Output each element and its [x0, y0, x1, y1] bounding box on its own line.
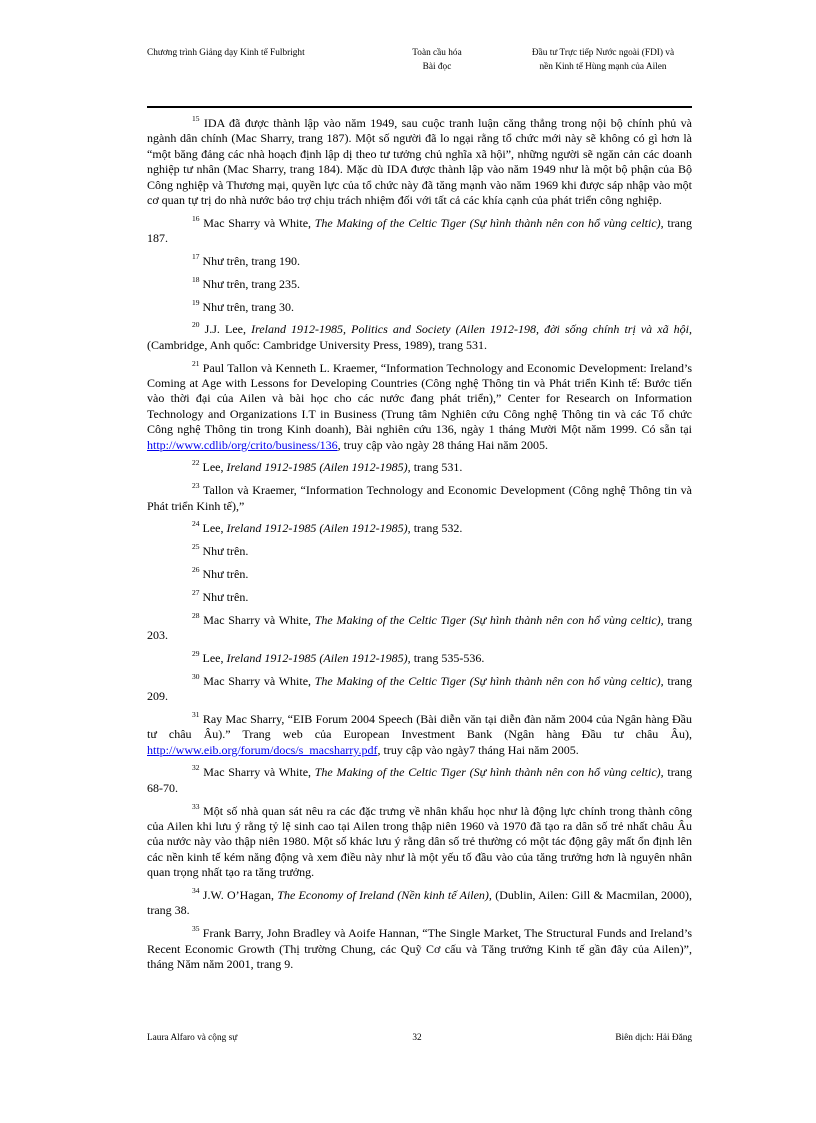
footnote-number: 17	[192, 252, 200, 262]
footnote-number: 20	[192, 320, 200, 330]
footnote	[147, 671, 693, 705]
header-program: Chương trình Giảng dạy Kinh tế Fulbright	[147, 48, 305, 58]
footnote-number: 31	[192, 709, 200, 719]
footnote-text: Paul Tallon và Kenneth L. Kraemer, “Information Technology and Economic Development: Ireland’s Coming at Age with Lessons for Developing Countries (Công nghệ Thông tin và Phát triển Kinh tế: Bước tiến vào thời đại của Ailen và bài học cho các nước đang phát triển),” Center for Research on Information Technology and Organizations I.T in Business (Trung tâm Nghiên cứu Công nghệ Thông tin và các Tổ chức Công nghệ Thông tin trong Kinh doanh), Bài nghiên cứu 136, ngày 1 tháng Mười Một năm 1999. Có sẵn tại	[147, 360, 693, 437]
footnote-number: 15	[192, 114, 200, 123]
footnote-text: Như trên.	[202, 589, 249, 604]
footnote	[147, 460, 692, 475]
footnote-title: Ireland 1912-1985, Politics and Society (Ailen 1912-198, đời sống chính trị và xã hội,	[251, 322, 693, 337]
footnote-text: (Cambridge, Anh quốc: Cambridge University Press, 1989), trang 531.	[147, 337, 487, 352]
footnotes-list	[147, 116, 692, 980]
footnote-number: 24	[192, 519, 200, 529]
footnote-number: 32	[192, 763, 200, 773]
footnote-text: Như trên, trang 190.	[202, 254, 300, 269]
footnote-text: IDA đã được thành lập vào năm 1949, sau cuộc tranh luận căng thẳng trong nội bộ chính phủ và ngành dân chính (Mac Sharry, trang 187). Một số người đã lo ngại rằng tổ chức mới này sẽ không có gì hơn là “một băng đảng các nhà hoạch định lập dị theo tư tưởng chủ nghĩa xã hội”, những người sẽ ngăn cản các doanh nghiệp tư nhân (Mac Sharry, trang 184). Mặc dù IDA được thành lập vào năm 1949 như là một bộ phận của Bộ Công nghiệp và Thương mại, quyền lực của tổ chức này đã tăng mạnh vào năm 1969 khi được sáp nhập vào một cơ quan tự trị do nhà nước bảo trợ chịu trách nhiệm đối với tất cả các khía cạnh của phát triển công nghiệp.	[147, 116, 692, 208]
footnote	[147, 587, 692, 605]
footnote-text: Mac Sharry và White,	[203, 673, 315, 688]
footnote-text: Như trên.	[202, 544, 249, 559]
footnote-number: 19	[192, 297, 200, 307]
footnote-text: trang 531.	[410, 460, 463, 475]
footnote-text: Mac Sharry và White,	[203, 215, 315, 230]
header-course-title: Toàn cầu hóa	[412, 48, 462, 58]
footnote	[147, 521, 692, 536]
footnote-link[interactable]: http://www.cdlib/org/crito/business/136	[147, 437, 338, 452]
footnote-text: trang 209.	[147, 673, 693, 704]
footnote-number: 34	[192, 886, 200, 896]
footnote-title: The Making of the Celtic Tiger (Sự hình thành nên con hổ vùng celtic),	[314, 673, 664, 688]
footnote-title: Ireland 1912-1985 (Ailen 1912-1985),	[226, 650, 411, 665]
footnote-text: Tallon và Kraemer, “Information Technology and Economic Development (Công nghệ Thông tin và Phát triển Kinh tế),”	[147, 483, 692, 513]
footnote-number: 33	[192, 801, 200, 811]
footnote-text: trang 535-536.	[410, 650, 485, 665]
header-divider	[147, 106, 692, 108]
footnote	[147, 648, 692, 666]
footnote-text: Lee,	[202, 650, 227, 665]
footnote	[147, 709, 692, 758]
footnote-text: Ray Mac Sharry, “EIB Forum 2004 Speech (Bài diễn văn tại diễn đàn năm 2004 của Ngân hàng Đầu tư châu Âu).” Trang web của European Investment Bank (Ngân hàng Đầu tư châu Âu),	[147, 711, 692, 742]
footnote-number: 30	[192, 671, 200, 681]
footnote-number: 29	[192, 648, 200, 658]
footnote	[147, 765, 692, 796]
footnote-title: The Making of the Celtic Tiger (Sự hình thành nên con hổ vùng celtic),	[314, 612, 664, 627]
footnote-number: 21	[192, 358, 200, 368]
footnote-number: 16	[192, 213, 200, 223]
footnote	[147, 544, 692, 559]
footnote	[147, 213, 693, 247]
footnote	[147, 801, 693, 881]
footnote-number: 18	[192, 274, 200, 284]
page-header	[147, 46, 692, 76]
footnote	[147, 116, 692, 208]
footnote-text: J.J. Lee,	[204, 322, 252, 337]
footnote-text: Frank Barry, John Bradley và Aoife Hannan, “The Single Market, The Structural Funds and Ireland’s Recent Economic Growth (Thị trường Chung, các Quỹ Cơ cấu và Tăng trưởng Kinh tế gần đây của Ailen)”, tháng Năm năm 2001, trang 9.	[147, 926, 693, 972]
footnote	[147, 297, 692, 315]
footnote-number: 22	[192, 458, 200, 468]
footnote	[147, 254, 692, 269]
footnote	[147, 274, 692, 292]
footnote-number: 26	[192, 565, 200, 575]
footer-translator: Biên dịch: Hải Đăng	[615, 1033, 692, 1043]
footnote-title: Ireland 1912-1985 (Ailen 1912-1985),	[226, 460, 411, 475]
page-number: 32	[412, 1033, 422, 1043]
footnote-text: Như trên, trang 235.	[202, 276, 300, 291]
footnote-text: trang 187.	[147, 215, 693, 246]
footnote-text: trang 532.	[410, 521, 463, 536]
footnote-text: , truy cập vào ngày 28 tháng Hai năm 2005.	[337, 437, 548, 452]
footnote-text: , truy cập vào ngày7 tháng Hai năm 2005.	[377, 742, 579, 757]
header-title-line2: nền Kinh tế Hùng mạnh của Ailen	[539, 62, 667, 72]
footnote-text: Như trên.	[202, 567, 249, 582]
footnote-number: 23	[192, 481, 200, 491]
footnote-number: 27	[192, 587, 200, 597]
header-title-line1: Đầu tư Trực tiếp Nước ngoài (FDI) và	[531, 48, 675, 58]
footnote-text: Mac Sharry và White,	[203, 765, 315, 780]
footnote-text: Một số nhà quan sát nêu ra các đặc trưng về nhân khẩu học như là động lực chính trong thành công của Ailen khi lưu ý rằng tỷ lệ sinh cao tại Ailen trong thập niên 1960 và 1970 đã tạo ra dân số trẻ nhất châu Âu của nước này vào thập niên 1980. Một số khác lưu ý rằng dân số trẻ thường có một tác động gây mất ổn định lên các nền kinh tế kém năng động và xem điều này như là một yếu tố đầu vào của tăng trưởng hơn là nguyên nhân quan trọng nhất tạo ra tăng trưởng.	[147, 803, 693, 880]
footnote-text: Như trên, trang 30.	[202, 299, 294, 314]
footnote	[147, 610, 693, 644]
footnote-text: Lee,	[202, 521, 227, 536]
footnote-title: Ireland 1912-1985 (Ailen 1912-1985),	[226, 521, 411, 536]
header-course-subtitle: Bài đọc	[422, 62, 452, 72]
footnote-link[interactable]: http://www.eib.org/forum/docs/s_macsharry.pdf	[147, 742, 378, 757]
header-course	[397, 46, 477, 74]
footnote-number: 25	[192, 542, 200, 552]
footnote-text: J.W. O’Hagan,	[202, 888, 278, 903]
footnote	[147, 358, 693, 453]
footnote-text: trang 68-70.	[147, 765, 693, 795]
footnote-title: The Economy of Ireland (Nền kinh tế Ailen),	[277, 888, 492, 903]
page-footer	[147, 1033, 692, 1047]
footer-authors: Laura Alfaro và cộng sự	[147, 1033, 238, 1043]
footnote-number: 28	[192, 610, 200, 620]
footnote-text: Lee,	[202, 460, 227, 475]
footnote	[147, 322, 692, 353]
footnote-title: The Making of the Celtic Tiger (Sự hình thành nên con hổ vùng celtic),	[314, 765, 664, 780]
footnote-number: 35	[192, 924, 200, 934]
footnote-title: The Making of the Celtic Tiger (Sự hình thành nên con hổ vùng celtic),	[314, 215, 664, 230]
footnote-text: trang 203.	[147, 612, 693, 643]
header-document-title	[513, 46, 693, 74]
footnote	[147, 567, 692, 582]
footnote-text: (Dublin, Ailen: Gill & Macmilan, 2000), trang 38.	[147, 888, 693, 918]
footnote	[147, 483, 692, 514]
footnote	[147, 926, 692, 972]
footnote	[147, 888, 692, 919]
footnote-text: Mac Sharry và White,	[203, 612, 315, 627]
